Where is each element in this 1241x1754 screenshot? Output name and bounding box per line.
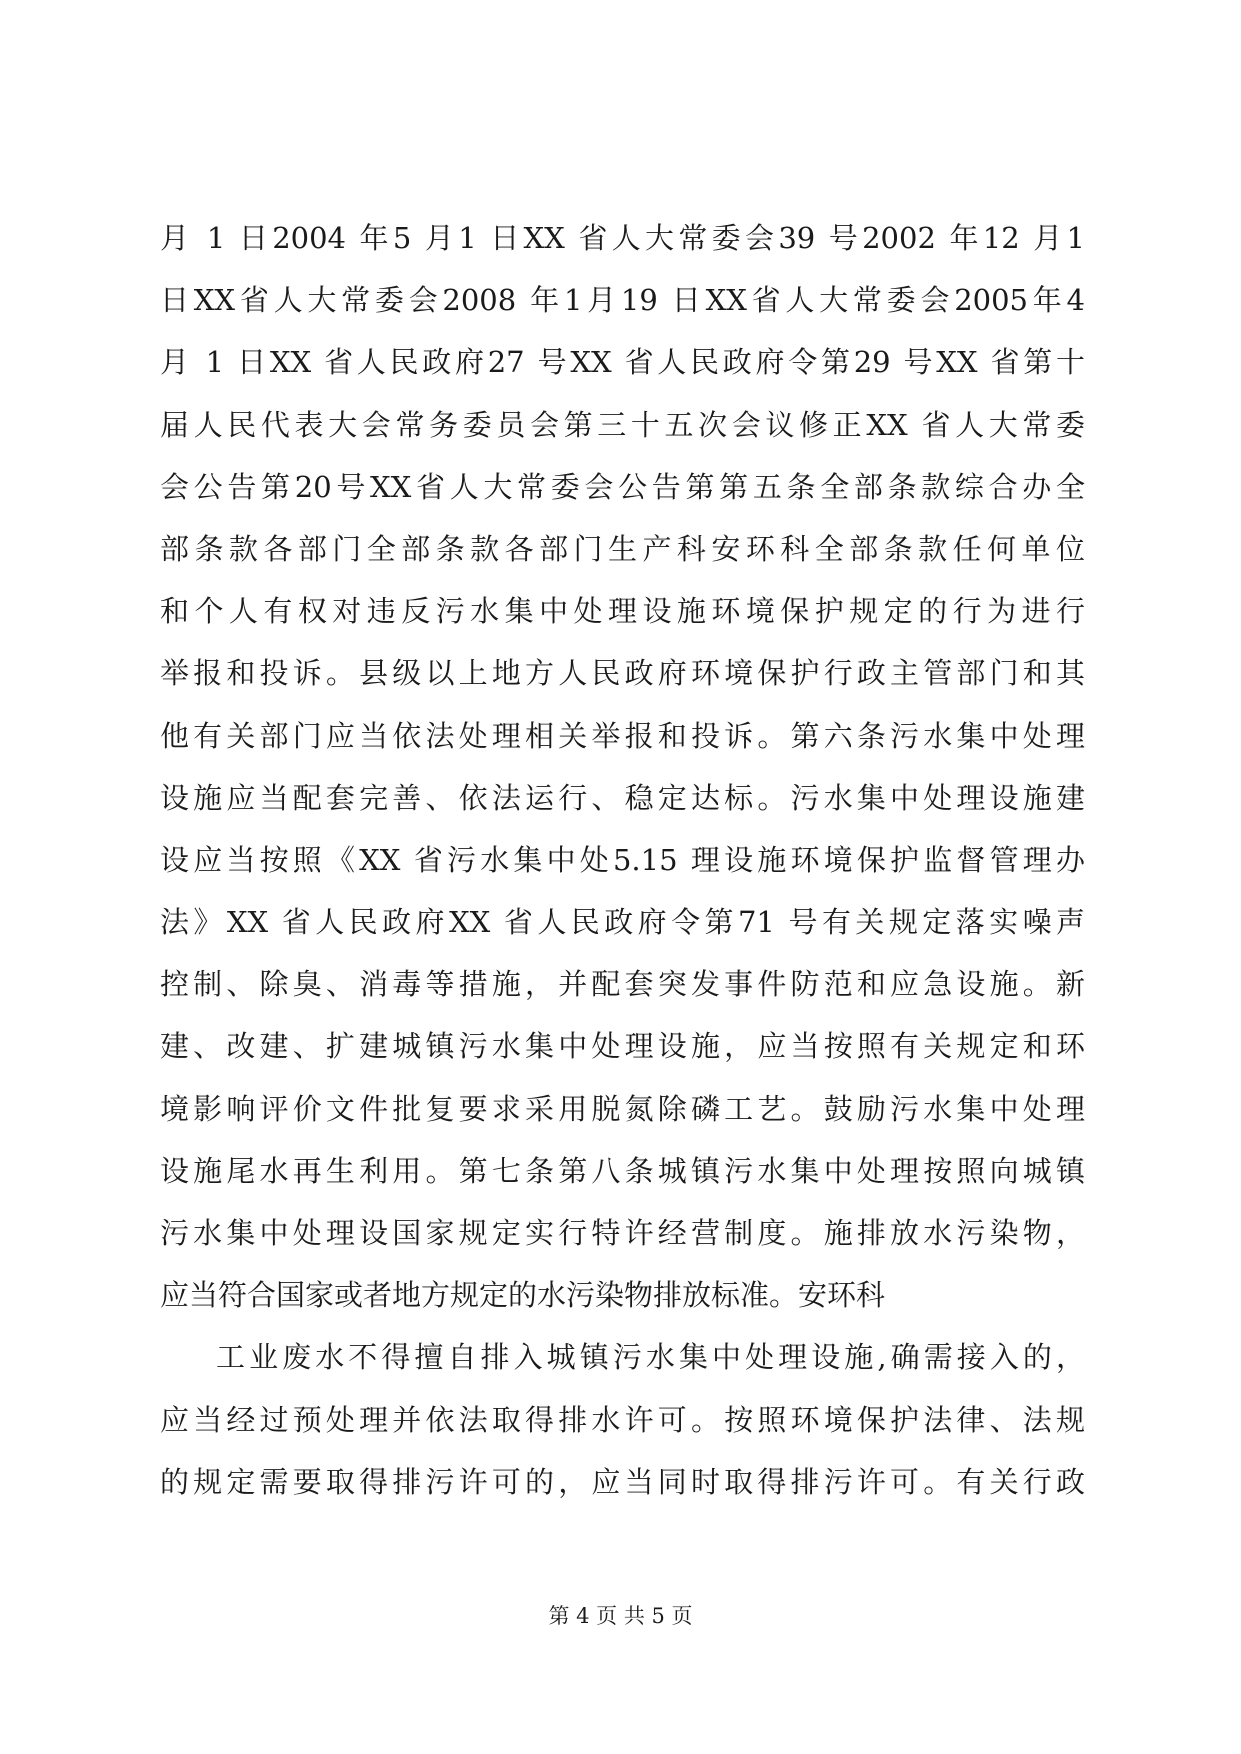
text-line: 举报和投诉。县级以上地方人民政府环境保护行政主管部门和其 <box>160 656 1085 691</box>
text-line: 和个人有权对违反污水集中处理设施环境保护规定的行为进行 <box>160 594 1085 629</box>
paragraph-2 <box>160 1326 1085 1513</box>
text-line: 工业废水不得擅自排入城镇污水集中处理设施,确需接入的， <box>216 1340 1085 1375</box>
text-line: 设施尾水再生利用。第七条第八条城镇污水集中处理按照向城镇 <box>160 1153 1085 1188</box>
text-line: 建、改建、扩建城镇污水集中处理设施，应当按照有关规定和环 <box>160 1029 1085 1064</box>
text-line: 控制、除臭、消毒等措施，并配套突发事件防范和应急设施。新 <box>160 967 1085 1002</box>
text-line: 境影响评价文件批复要求采用脱氮除磷工艺。鼓励污水集中处理 <box>160 1091 1085 1126</box>
text-line: 会公告第20号XX省人大常委会公告第第五条全部条款综合办全 <box>160 469 1085 504</box>
text-line: 部条款各部门全部条款各部门生产科安环科全部条款任何单位 <box>160 531 1085 566</box>
page-footer <box>0 1600 1241 1630</box>
text-line: 他有关部门应当依法处理相关举报和投诉。第六条污水集中处理 <box>160 718 1085 753</box>
text-line: 污水集中处理设国家规定实行特许经营制度。施排放水污染物， <box>160 1216 1085 1250</box>
text-line: 法》XX 省人民政府XX 省人民政府令第71 号有关规定落实噪声 <box>160 905 1085 940</box>
text-line: 月 1 日2004 年5 月1 日XX 省人大常委会39 号2002 年12 月1 <box>160 221 1085 255</box>
text-line: 月 1 日XX 省人民政府27 号XX 省人民政府令第29 号XX 省第十 <box>160 345 1085 380</box>
paragraph-1 <box>160 207 1085 1326</box>
text-line: 应当经过预处理并依法取得排水许可。按照环境保护法律、法规 <box>160 1402 1085 1437</box>
body-text <box>160 207 1085 1513</box>
page-number-label: 第 4 页 共 5 页 <box>548 1604 693 1628</box>
text-line: 届人民代表大会常务委员会第三十五次会议修正XX 省人大常委 <box>160 407 1085 442</box>
text-line: 的规定需要取得排污许可的，应当同时取得排污许可。有关行政 <box>160 1464 1085 1499</box>
text-line: 应当符合国家或者地方规定的水污染物排放标准。安环科 <box>160 1278 886 1313</box>
text-line: 设应当按照《XX 省污水集中处5.15 理设施环境保护监督管理办 <box>160 842 1085 877</box>
text-line: 设施应当配套完善、依法运行、稳定达标。污水集中处理设施建 <box>160 780 1085 815</box>
text-line: 日XX省人大常委会2008 年1月19 日XX省人大常委会2005年4 <box>160 283 1085 318</box>
